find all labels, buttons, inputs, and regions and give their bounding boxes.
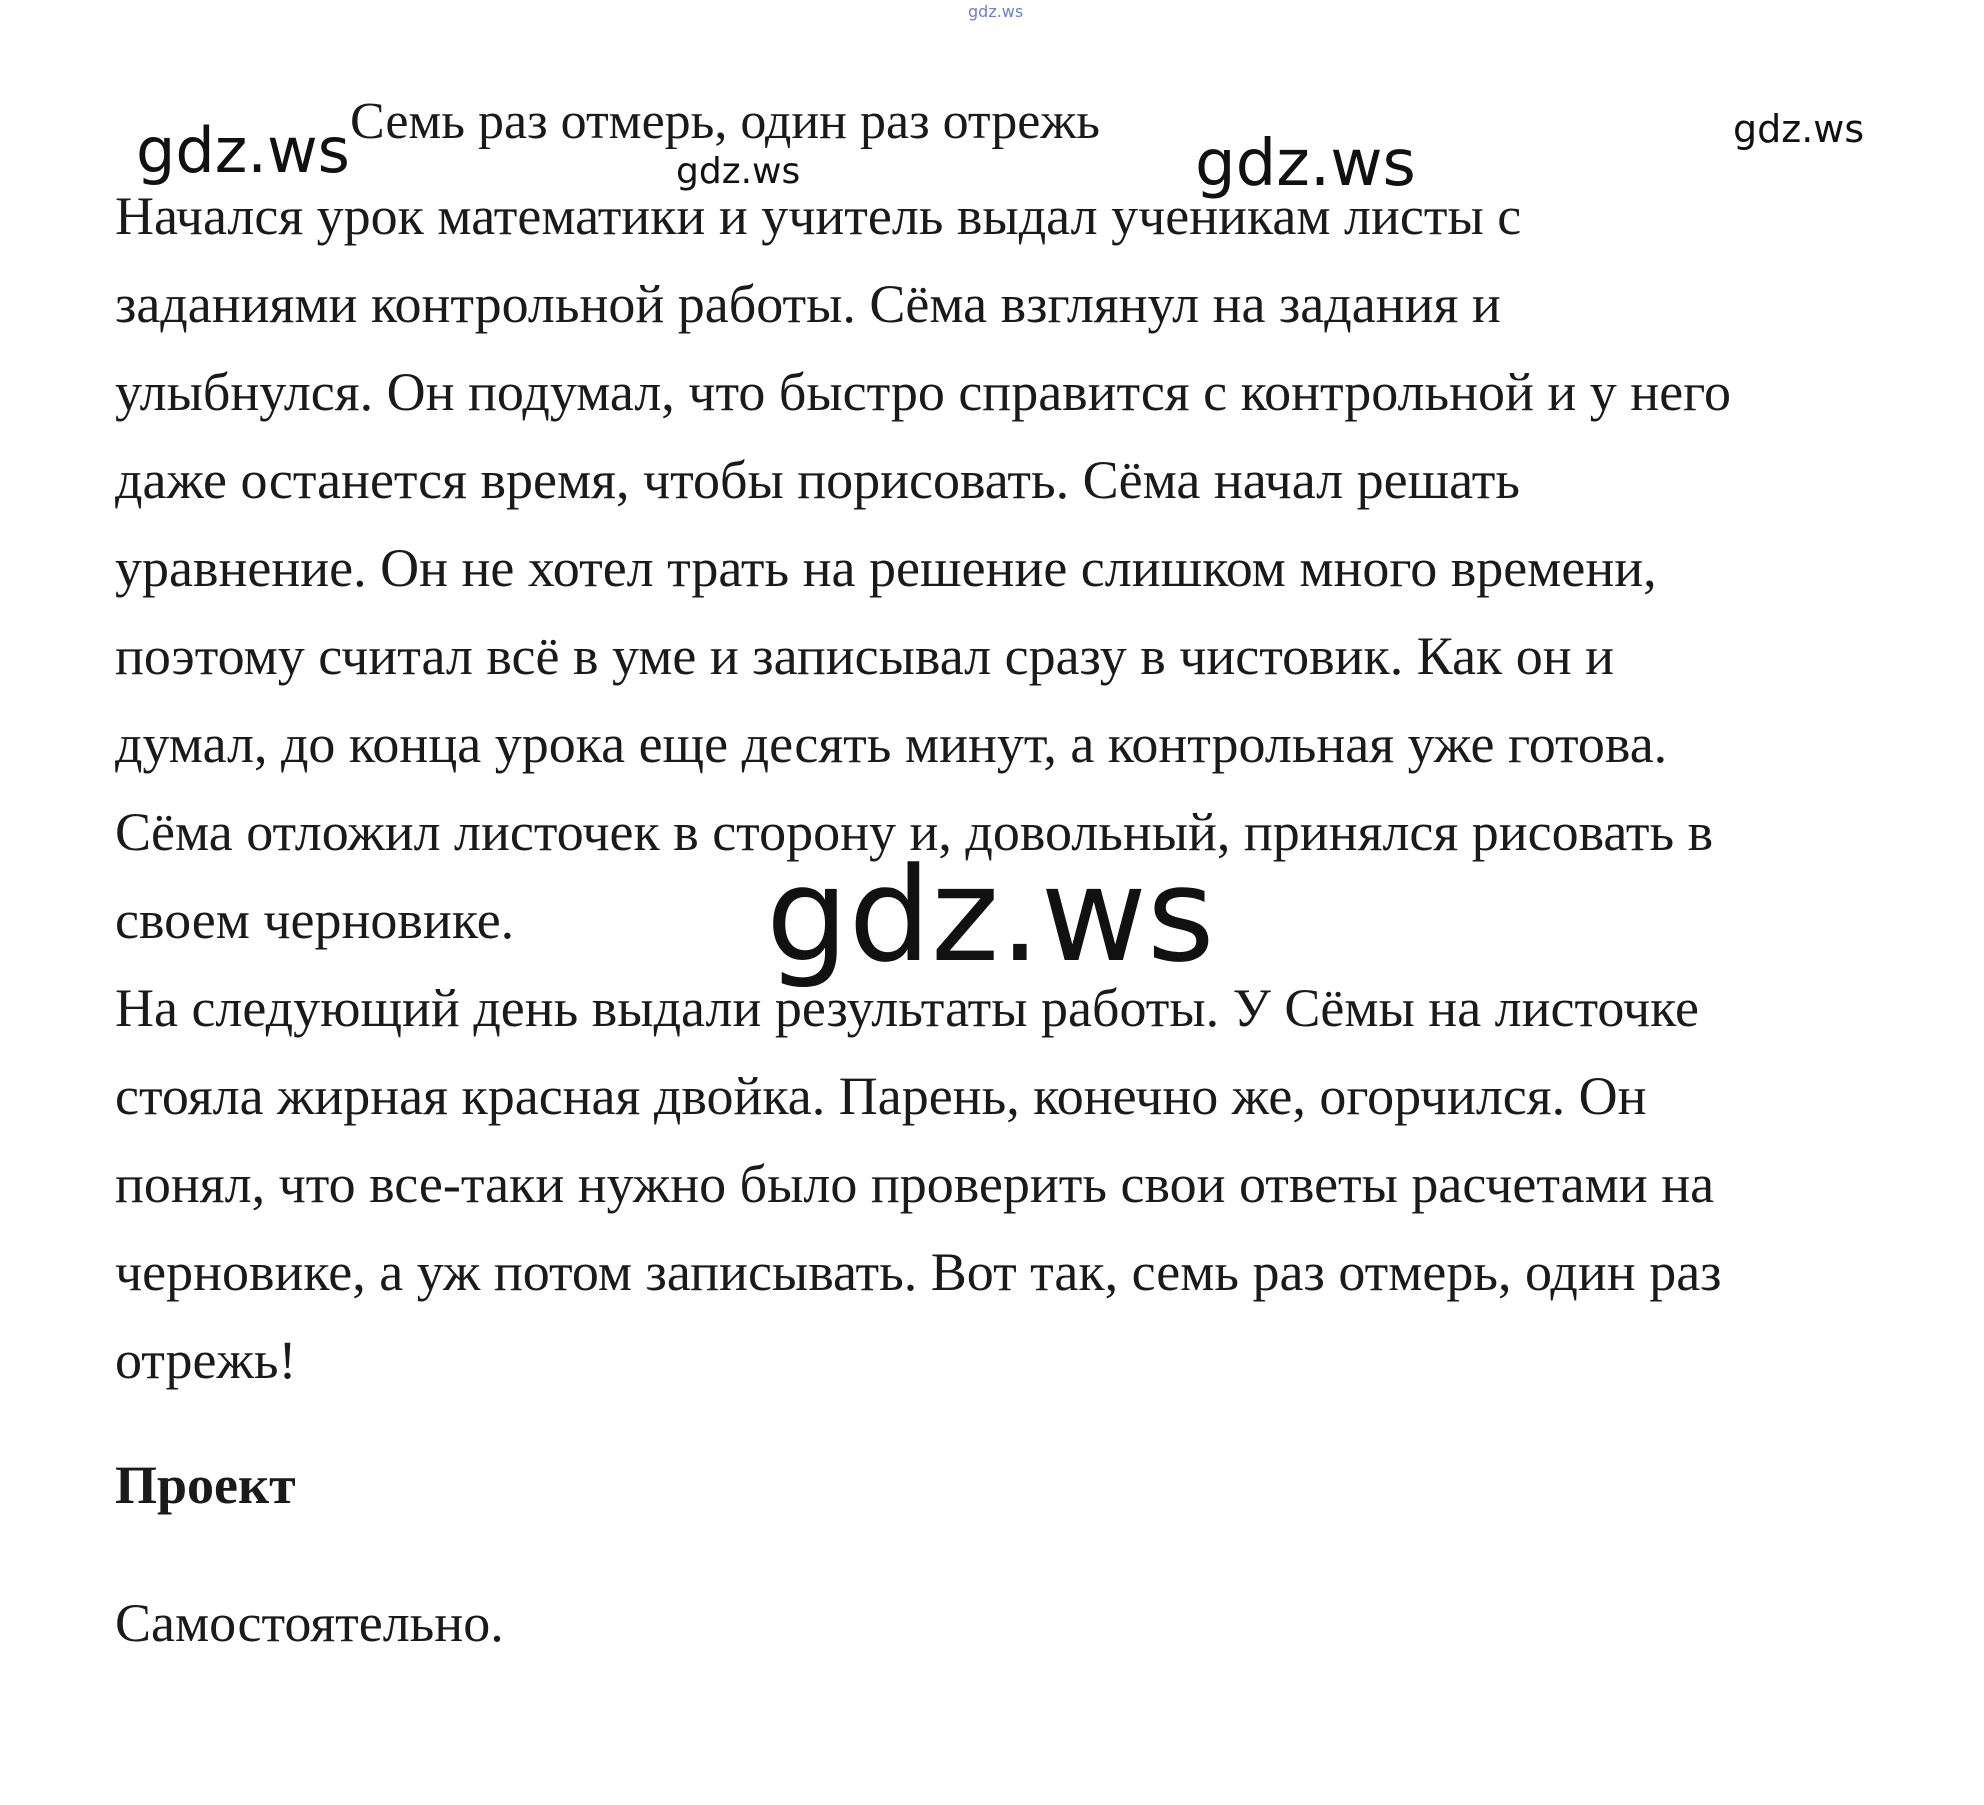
watermark-mid-small: gdz.ws [676,151,801,192]
watermark-top: gdz.ws [968,2,1024,21]
watermark-center: gdz.ws [766,839,1215,991]
watermark-left: gdz.ws [136,114,350,187]
watermark-mid-large: gdz.ws [1195,127,1416,201]
story-line: заданиями контрольной работы. Сёма взглянул на задания и [115,274,1501,334]
story-text [115,172,1905,1404]
story-line: думал, до конца урока еще десять минут, а контрольная уже готова. [115,714,1668,774]
document-title: Семь раз отмерь, один раз отрежь [350,93,1101,150]
story-line: Начался урок математики и учитель выдал ученикам листы с [115,186,1522,246]
section-answer: Самостоятельно. [115,1593,504,1653]
watermark-right: gdz.ws [1733,107,1865,151]
section-heading: Проект [115,1455,296,1515]
story-line: стояла жирная красная двойка. Парень, конечно же, огорчился. Он [115,1066,1647,1126]
story-line: уравнение. Он не хотел трать на решение слишком много времени, [115,538,1657,598]
story-line: черновике, а уж потом записывать. Вот так, семь раз отмерь, один раз [115,1242,1722,1302]
story-line: улыбнулся. Он подумал, что быстро справится с контрольной и у него [115,362,1731,422]
story-line: понял, что все-таки нужно было проверить свои ответы расчетами на [115,1154,1715,1214]
story-line: даже останется время, чтобы порисовать. Сёма начал решать [115,450,1520,510]
story-line: На следующий день выдали результаты работы. У Сёмы на листочке [115,978,1699,1038]
story-line: поэтому считал всё в уме и записывал сразу в чистовик. Как он и [115,626,1615,686]
story-line: Сёма отложил листочек в сторону и, довольный, принялся рисовать в [115,802,1714,862]
story-line: отрежь! [115,1330,297,1390]
story-line: своем черновике. [115,890,515,950]
